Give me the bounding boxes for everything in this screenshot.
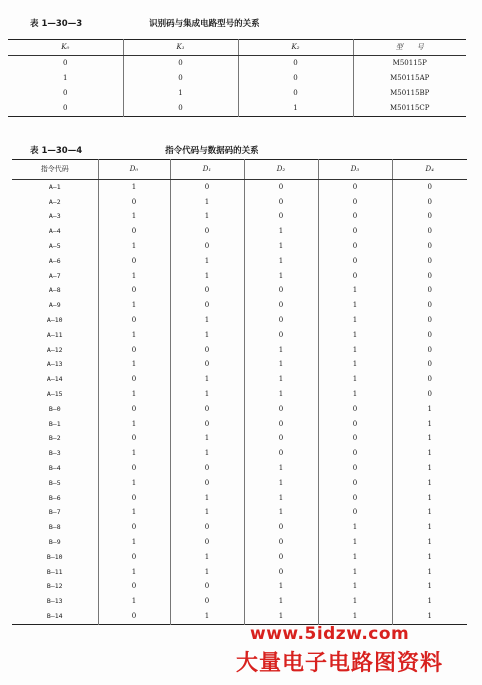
table-cell: A—2 [48,197,61,206]
table-cell: 1 [392,550,467,565]
table-cell: 0 [318,402,392,417]
table-cell: 1 [98,180,170,195]
table-cell: 1 [244,269,318,284]
table-cell: 0 [170,343,244,358]
table-cell: M50115P [353,56,466,72]
table-cell: 0 [170,239,244,254]
table-cell: 0 [244,180,318,195]
table-cell: 1 [98,506,170,521]
table-cell: 1 [170,387,244,402]
table-cell: B—0 [48,404,61,413]
table-row [12,313,467,328]
table-cell: A—13 [46,360,63,369]
table-cell: 0 [392,284,467,299]
table-row [12,343,467,358]
table-cell: 1 [392,491,467,506]
table-cell: 0 [98,520,170,535]
table-cell: 0 [123,101,238,117]
table-row [12,550,467,565]
table-cell: 0 [98,343,170,358]
table-cell: 0 [392,387,467,402]
table-cell: 1 [170,313,244,328]
table2 [12,159,467,625]
table-cell: B—7 [48,508,61,517]
table-cell: B—5 [48,478,61,487]
table-row [12,432,467,447]
table-cell: 1 [170,446,244,461]
table-row [12,461,467,476]
table-cell: 0 [170,476,244,491]
table-row [12,269,467,284]
table-cell: 1 [244,239,318,254]
table1-body [8,56,466,117]
table-cell: 1 [170,550,244,565]
table-cell: 1 [392,594,467,609]
table-cell: 1 [98,476,170,491]
table-cell: 1 [392,432,467,447]
table-cell: 0 [170,580,244,595]
table-cell: 1 [244,343,318,358]
table-cell: 1 [170,609,244,624]
table-cell: 0 [318,254,392,269]
table-cell: 1 [98,269,170,284]
table-cell: 0 [123,71,238,86]
table-cell: 1 [318,594,392,609]
table-cell: 1 [170,195,244,210]
table-cell: 1 [318,313,392,328]
table-cell: 0 [238,71,353,86]
table-cell: 0 [318,210,392,225]
table-row [8,101,466,117]
table-cell: 1 [244,358,318,373]
table2-caption-number: 表 1—30—4 [30,146,83,156]
table-cell: 0 [63,59,68,67]
table-row [8,71,466,86]
table1-caption-number: 表 1—30—3 [30,19,83,29]
table2-header-row [12,160,467,180]
table-cell: 0 [170,224,244,239]
table-cell: 0 [244,402,318,417]
table-cell: 0 [392,224,467,239]
table-cell: 0 [244,432,318,447]
table-row [12,387,467,402]
table-cell: B—9 [48,538,61,547]
table-cell: 0 [244,313,318,328]
table-row [12,417,467,432]
table2-caption [30,144,259,156]
table-cell: 0 [170,417,244,432]
table-cell: 0 [170,180,244,195]
table-cell: 0 [244,565,318,580]
table-cell: 1 [392,417,467,432]
table-cell: 0 [244,446,318,461]
table-cell: 0 [170,594,244,609]
table-row [12,372,467,387]
table-row [12,580,467,595]
table-cell: 1 [318,387,392,402]
table-cell: B—8 [48,523,61,532]
table-cell: 1 [392,535,467,550]
table-cell: 1 [318,284,392,299]
table-cell: 1 [123,86,238,101]
table-cell: B—12 [46,582,63,591]
table-cell: 0 [170,535,244,550]
table-cell: 0 [244,298,318,313]
table-cell: 0 [170,298,244,313]
table-cell: B—10 [46,552,63,561]
table2-header-3: D₂ [244,160,318,180]
table-cell: A—11 [46,330,63,339]
watermark-url: www.5idzw.com [250,624,410,644]
table2-header-0: 指令代码 [12,160,98,180]
table-cell: 1 [170,269,244,284]
table-cell: 0 [170,284,244,299]
table-cell: 1 [170,491,244,506]
table-cell: 1 [392,402,467,417]
table-cell: 1 [318,358,392,373]
table-cell: 0 [318,461,392,476]
table-cell: M50115BP [353,86,466,101]
table-cell: 0 [98,224,170,239]
table-row [12,476,467,491]
table-cell: A—6 [48,256,61,265]
table-cell: 0 [318,417,392,432]
table-cell: A—4 [48,227,61,236]
table2-caption-title: 指令代码与数据码的关系 [165,146,259,156]
table-cell: 1 [244,461,318,476]
table-cell: A—1 [48,182,61,191]
table-cell: A—8 [48,286,61,295]
table-cell: A—3 [48,212,61,221]
table-row [12,254,467,269]
table-cell: 0 [63,104,68,112]
table-cell: 1 [318,372,392,387]
table2-header-2: D₁ [170,160,244,180]
table-row [12,446,467,461]
table-cell: 1 [98,535,170,550]
table-row [12,535,467,550]
table2-header-1: D₀ [98,160,170,180]
table-cell: 1 [98,387,170,402]
table-cell: B—14 [46,612,63,620]
table-cell: 0 [238,86,353,101]
table-cell: 1 [98,239,170,254]
table-cell: 0 [170,520,244,535]
table-cell: 0 [123,56,238,72]
table1 [8,39,466,117]
table-cell: 0 [98,372,170,387]
table-cell: 0 [98,461,170,476]
table-cell: 0 [318,180,392,195]
table2-header-4: D₃ [318,160,392,180]
table-cell: 1 [392,476,467,491]
table-cell: 0 [98,402,170,417]
table-cell: 1 [244,609,318,624]
table-row [12,520,467,535]
table-cell: 1 [170,506,244,521]
table-cell: 1 [170,372,244,387]
table-row [12,224,467,239]
table-cell: 1 [318,520,392,535]
table-cell: A—12 [46,345,63,354]
table-cell: 1 [244,387,318,402]
table-cell: 0 [392,343,467,358]
table-cell: 1 [238,101,353,117]
table-row [12,506,467,521]
table-cell: 1 [98,446,170,461]
table-cell: 1 [244,224,318,239]
table-cell: 1 [244,254,318,269]
table-cell: 0 [98,254,170,269]
table-cell: 0 [392,298,467,313]
table-row [12,239,467,254]
table-cell: 1 [170,328,244,343]
table-cell: 1 [318,580,392,595]
table-cell: 1 [318,328,392,343]
table-cell: 1 [392,565,467,580]
table-cell: 1 [63,74,68,82]
table-cell: 0 [318,432,392,447]
table-cell: 0 [392,210,467,225]
table-cell: 1 [98,358,170,373]
table-cell: B—6 [48,493,61,502]
table-cell: A—14 [46,375,63,384]
table-cell: 1 [318,298,392,313]
table-cell: 0 [244,520,318,535]
table-cell: 0 [318,476,392,491]
table-cell: 1 [98,594,170,609]
table-row [12,609,467,624]
table-cell: 1 [244,580,318,595]
table-row [12,358,467,373]
table-cell: 0 [392,195,467,210]
table-cell: 1 [392,609,467,624]
table-cell: 1 [392,506,467,521]
table-cell: 1 [98,565,170,580]
table-row [12,180,467,195]
table-cell: A—15 [46,390,63,399]
table-cell: 0 [392,313,467,328]
table-row [12,328,467,343]
table-cell: 0 [98,284,170,299]
table-cell: 0 [392,269,467,284]
table-cell: B—11 [46,567,63,576]
table-cell: 0 [63,89,68,97]
table-cell: 0 [98,313,170,328]
table-cell: 0 [244,417,318,432]
table-cell: A—10 [46,316,63,325]
table-cell: 1 [244,372,318,387]
table-cell: 0 [98,491,170,506]
table-cell: 1 [170,565,244,580]
table1-header-1: K₁ [123,40,238,56]
table-cell: 1 [170,210,244,225]
table1-header-2: K₂ [238,40,353,56]
table-row [12,298,467,313]
table1-header-0: K₀ [8,40,123,56]
table-cell: 1 [318,535,392,550]
table-cell: 1 [98,210,170,225]
table-cell: 1 [170,254,244,269]
table1-caption-title: 识别码与集成电路型号的关系 [149,19,260,29]
table-cell: B—4 [48,464,61,473]
table-row [12,402,467,417]
table-row [12,491,467,506]
table-row [8,86,466,101]
table-cell: 1 [392,520,467,535]
table-cell: 1 [244,476,318,491]
table-cell: 1 [392,580,467,595]
table-cell: 0 [392,180,467,195]
table-row [12,594,467,609]
table-cell: A—7 [48,271,61,280]
table-cell: 1 [392,446,467,461]
table-cell: 0 [318,269,392,284]
table-cell: 0 [244,210,318,225]
table-cell: 1 [318,343,392,358]
watermark-text: 大量电子电路图资料 [236,651,444,676]
table-cell: A—9 [48,301,61,310]
table-cell: 0 [392,239,467,254]
table-cell: 0 [318,506,392,521]
table2-header-5: D₄ [392,160,467,180]
table-cell: 0 [244,195,318,210]
table-row [12,195,467,210]
table-cell: 0 [244,550,318,565]
table-cell: 0 [392,372,467,387]
table-cell: 0 [244,284,318,299]
table-cell: 0 [392,254,467,269]
table-cell: 0 [392,328,467,343]
table-cell: 1 [98,298,170,313]
table-cell: 0 [170,461,244,476]
table-cell: 1 [244,594,318,609]
table-cell: 0 [318,224,392,239]
table-cell: 1 [244,491,318,506]
table-cell: 0 [318,195,392,210]
table-cell: 0 [244,328,318,343]
table-row [12,284,467,299]
table-cell: B—1 [48,419,61,428]
table-cell: 0 [98,580,170,595]
table-cell: 1 [170,432,244,447]
table-cell: 0 [98,609,170,624]
table-cell: 0 [238,56,353,72]
table-cell: 0 [98,195,170,210]
table-cell: 0 [170,402,244,417]
table-cell: 1 [98,417,170,432]
table-cell: 1 [318,550,392,565]
table-row [8,56,466,72]
table-cell: A—5 [48,242,61,251]
table1-header-row [8,40,466,56]
table-row [12,210,467,225]
table-cell: 0 [318,239,392,254]
table-cell: B—2 [48,434,61,443]
table-cell: 0 [244,535,318,550]
table-cell: 1 [318,565,392,580]
table-cell: 0 [318,446,392,461]
table-cell: 0 [170,358,244,373]
table-cell: 1 [98,328,170,343]
table-cell: 0 [98,550,170,565]
table-cell: M50115AP [353,71,466,86]
table-cell: 0 [318,491,392,506]
table2-body [12,180,467,625]
table-cell: 1 [318,609,392,624]
table-cell: 1 [244,506,318,521]
table1-caption [30,17,260,29]
table-cell: 1 [392,461,467,476]
table-cell: B—3 [48,449,61,458]
table1-header-3: 型 号 [353,40,466,56]
table-cell: M50115CP [353,101,466,117]
table-row [12,565,467,580]
table-cell: 0 [98,432,170,447]
table-cell: B—13 [46,597,63,606]
table-cell: 0 [392,358,467,373]
